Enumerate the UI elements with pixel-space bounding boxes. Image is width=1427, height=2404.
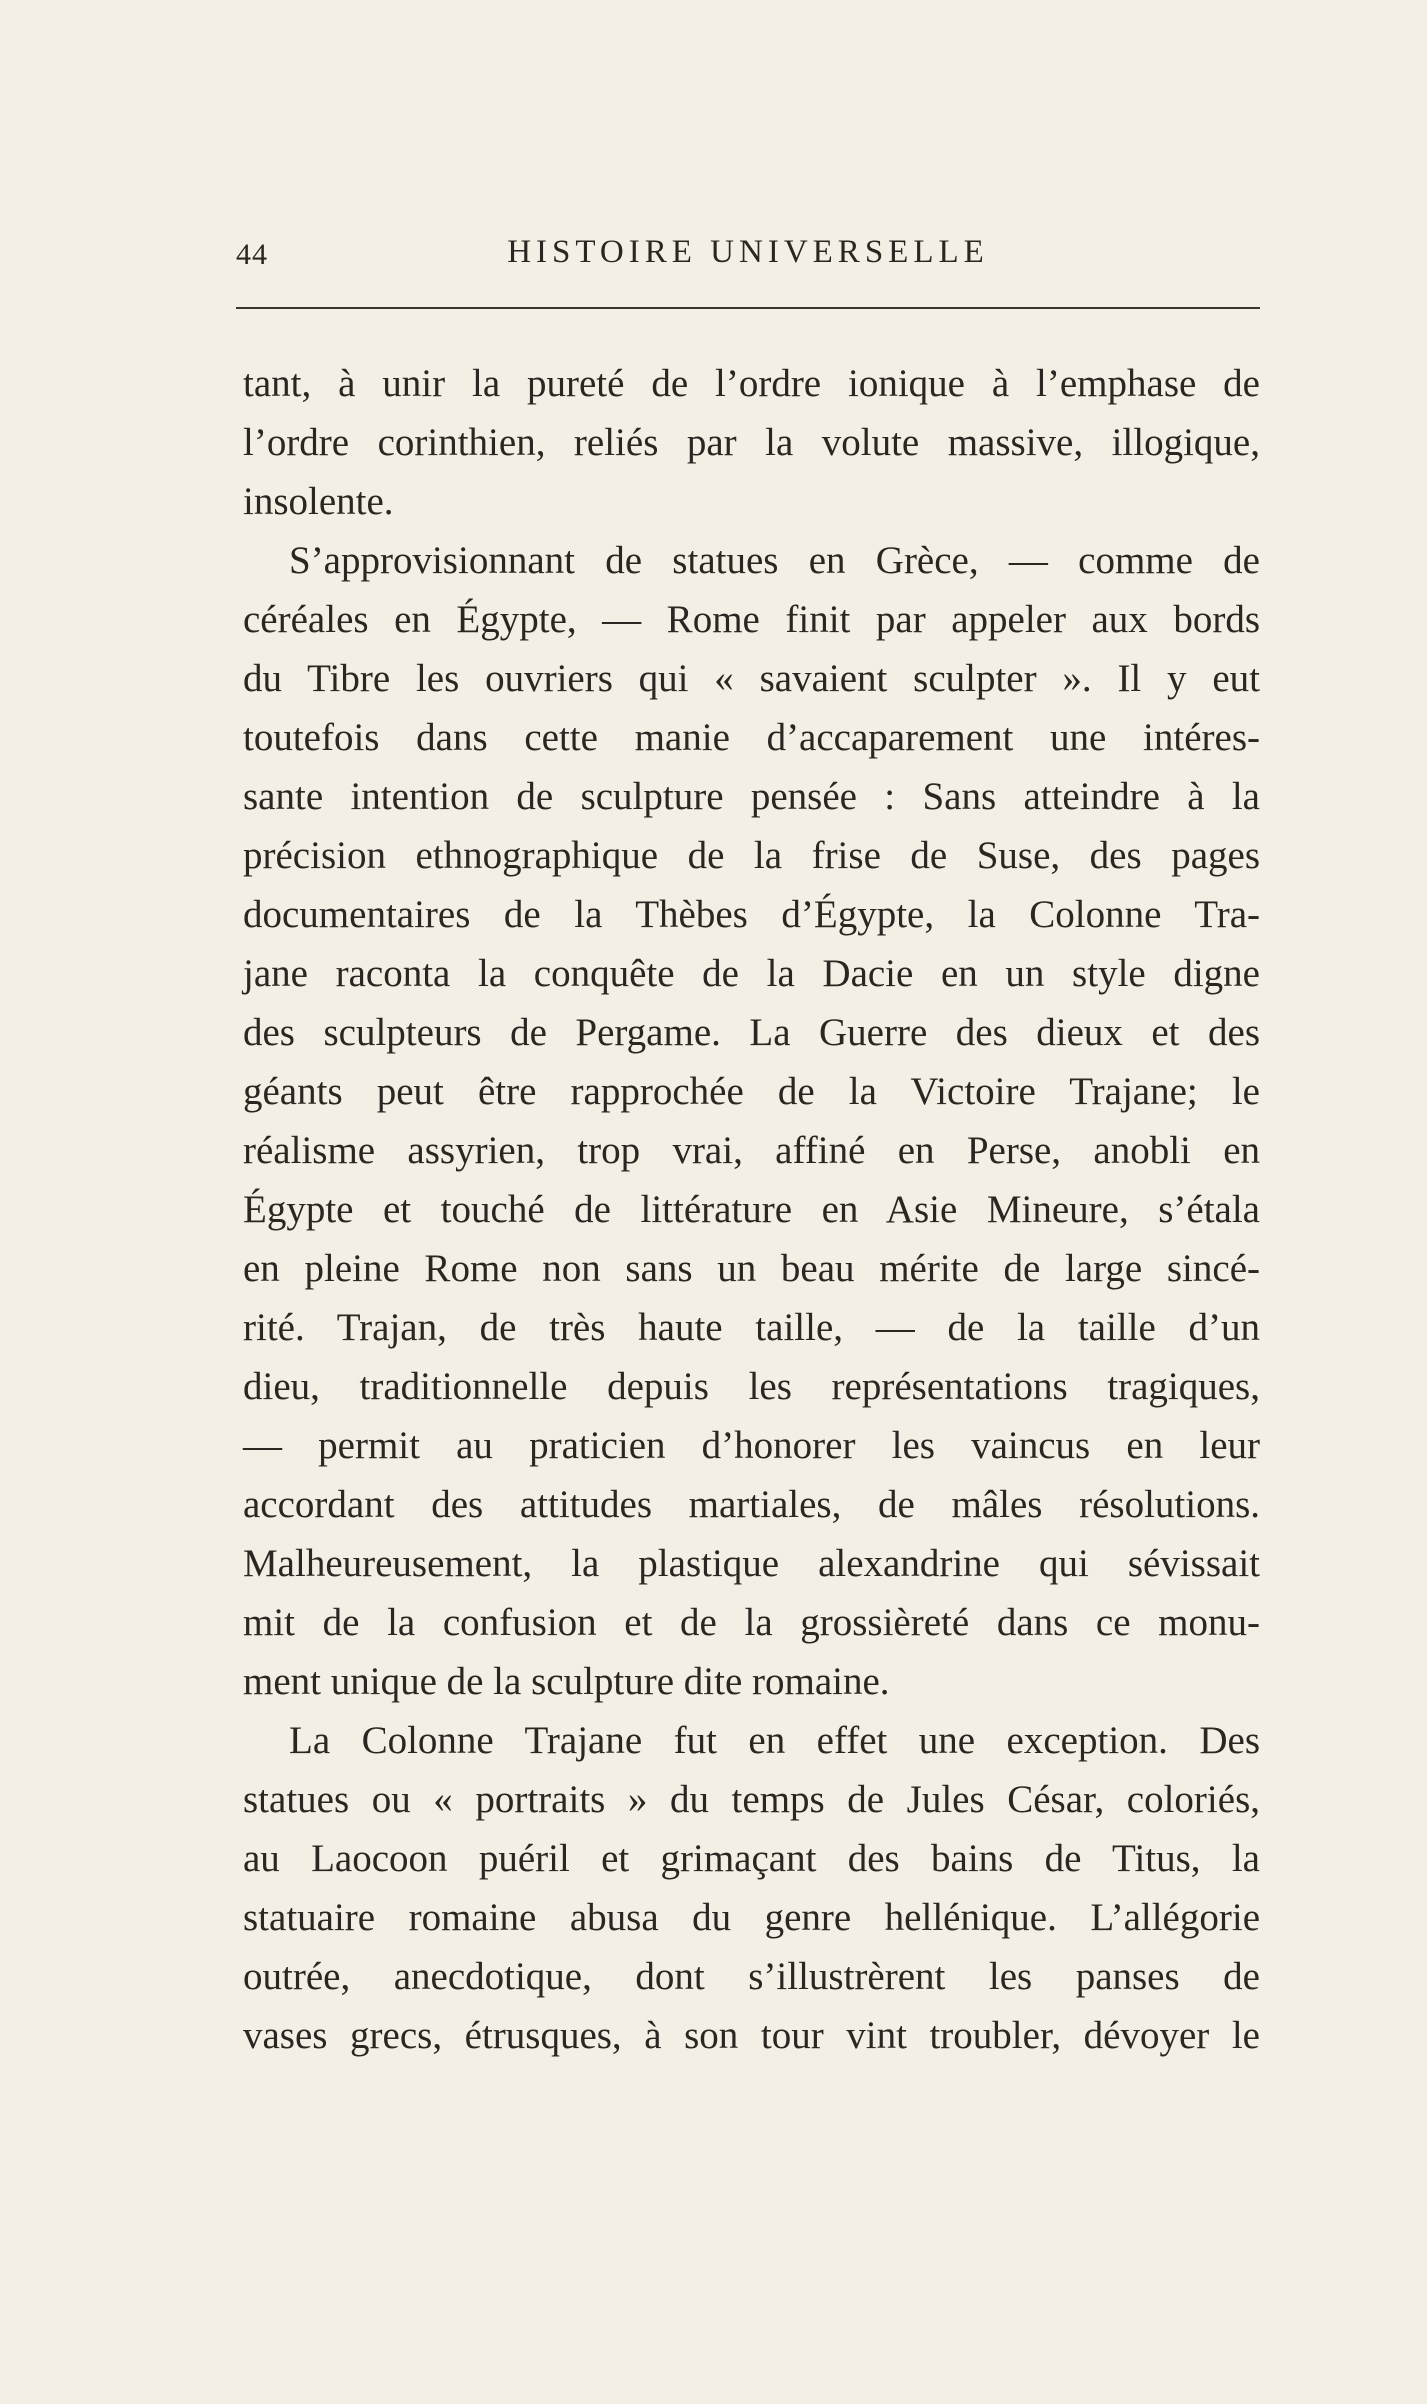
text-line: statuaire romaine abusa du genre hellénique. L’allégorie [243, 1896, 1260, 1939]
text-line: documentaires de la Thèbes d’Égypte, la Colonne Tra- [243, 893, 1260, 936]
page-header [236, 234, 1260, 294]
text-line: du Tibre les ouvriers qui « savaient sculpter ». Il y eut [243, 657, 1260, 700]
text-line: jane raconta la conquête de la Dacie en un style digne [243, 952, 1260, 995]
text-line: statues ou « portraits » du temps de Jules César, coloriés, [243, 1778, 1260, 1821]
text-line: S’approvisionnant de statues en Grèce, — comme de [289, 539, 1260, 582]
body-text [243, 354, 1260, 2065]
text-line: l’ordre corinthien, reliés par la volute massive, illogique, [243, 421, 1260, 464]
text-line: vases grecs, étrusques, à son tour vint troubler, dévoyer le [243, 2014, 1260, 2057]
text-line: des sculpteurs de Pergame. La Guerre des dieux et des [243, 1011, 1260, 1054]
text-line: toutefois dans cette manie d’accaparement une intéres- [243, 716, 1260, 759]
text-line: géants peut être rapprochée de la Victoire Trajane; le [243, 1070, 1260, 1113]
text-line: tant, à unir la pureté de l’ordre ionique à l’emphase de [243, 362, 1260, 405]
text-line: au Laocoon puéril et grimaçant des bains de Titus, la [243, 1837, 1260, 1880]
text-line: mit de la confusion et de la grossièreté dans ce monu- [243, 1601, 1260, 1644]
text-line: ment unique de la sculpture dite romaine. [243, 1660, 890, 1703]
text-line: sante intention de sculpture pensée : Sans atteindre à la [243, 775, 1260, 818]
text-line: outrée, anecdotique, dont s’illustrèrent les panses de [243, 1955, 1260, 1998]
text-line: en pleine Rome non sans un beau mérite de large sincé- [243, 1247, 1260, 1290]
text-line: Malheureusement, la plastique alexandrine qui sévissait [243, 1542, 1260, 1585]
text-line: céréales en Égypte, — Rome finit par appeler aux bords [243, 598, 1260, 641]
running-head: HISTOIRE UNIVERSELLE [507, 234, 989, 270]
header-rule [236, 307, 1260, 309]
text-line: rité. Trajan, de très haute taille, — de la taille d’un [243, 1306, 1260, 1349]
text-line: La Colonne Trajane fut en effet une exception. Des [289, 1719, 1260, 1762]
page-number: 44 [236, 238, 268, 271]
text-line: — permit au praticien d’honorer les vaincus en leur [243, 1424, 1260, 1467]
text-line: réalisme assyrien, trop vrai, affiné en Perse, anobli en [243, 1129, 1260, 1172]
text-line: insolente. [243, 480, 394, 523]
text-line: accordant des attitudes martiales, de mâles résolutions. [243, 1483, 1260, 1526]
text-line: Égypte et touché de littérature en Asie Mineure, s’étala [243, 1188, 1260, 1231]
text-line: précision ethnographique de la frise de Suse, des pages [243, 834, 1260, 877]
text-line: dieu, traditionnelle depuis les représentations tragiques, [243, 1365, 1260, 1408]
